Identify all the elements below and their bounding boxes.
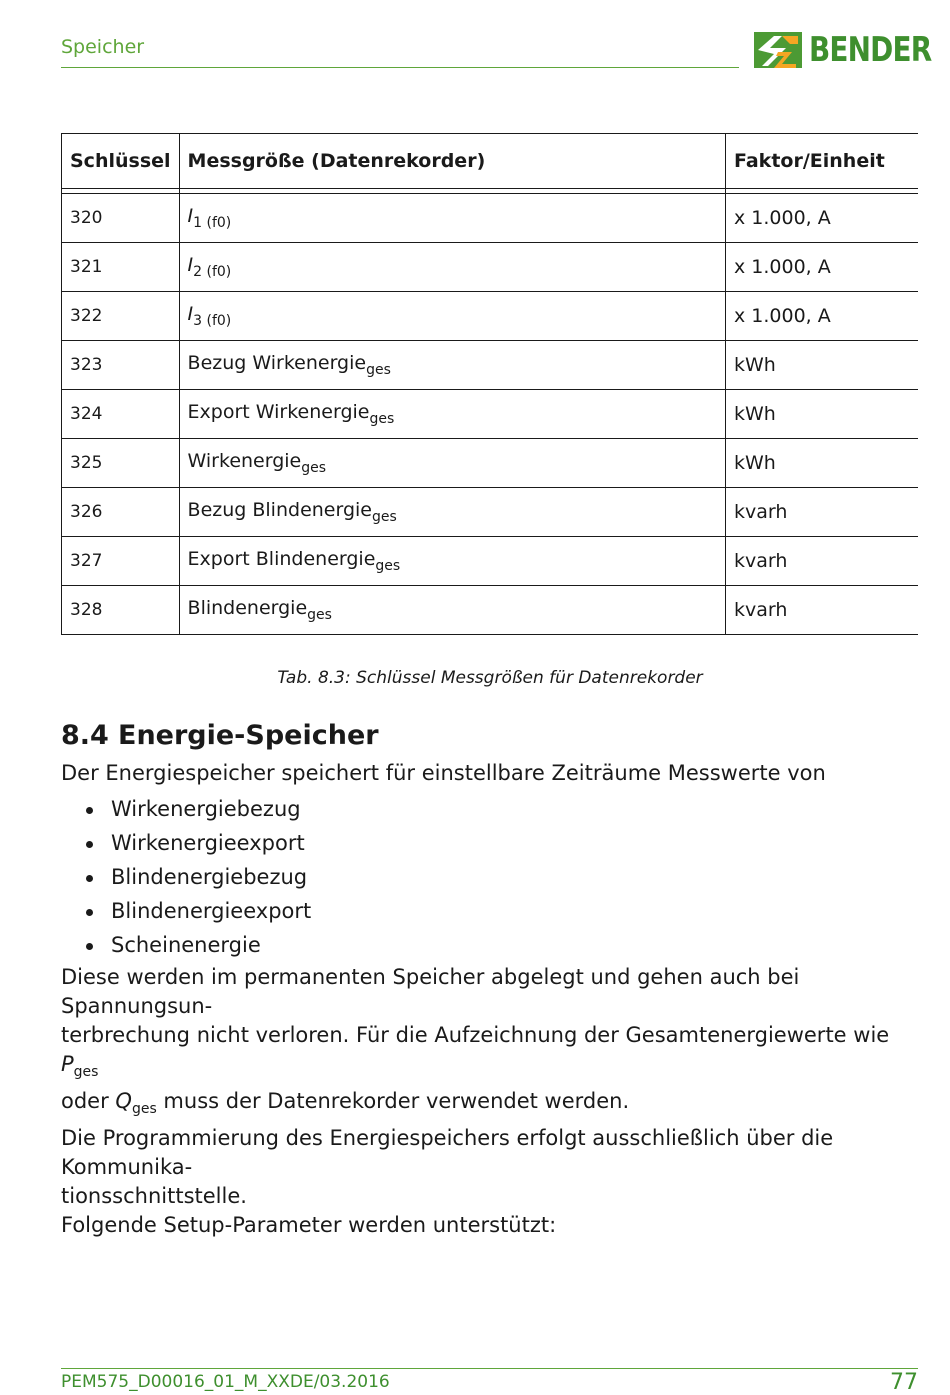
row-unit: kWh <box>726 341 919 390</box>
table-row <box>62 488 919 537</box>
list-item: Blindenergiebezug <box>61 860 311 894</box>
bullet-icon <box>86 943 93 950</box>
table-caption: Tab. 8.3: Schlüssel Messgrößen für Datenrekorder <box>277 668 703 688</box>
table-row <box>62 439 919 488</box>
row-quantity: Bezug Blindenergie$_{ges}$ <box>179 488 725 537</box>
row-quantity: $I_{2 (f0)}$ <box>179 243 725 292</box>
measurement-keys-table <box>61 133 918 635</box>
row-quantity: Export Wirkenergie$_{ges}$ <box>179 390 725 439</box>
row-unit: kvarh <box>726 586 919 635</box>
row-unit: x 1.000, A <box>726 194 919 243</box>
page-number: 77 <box>890 1370 918 1395</box>
row-key: 321 <box>62 243 180 292</box>
row-unit: kWh <box>726 390 919 439</box>
list-item: Wirkenergieexport <box>61 826 311 860</box>
row-quantity: Bezug Wirkenergie$_{ges}$ <box>179 341 725 390</box>
row-quantity: Blindenergie$_{ges}$ <box>179 586 725 635</box>
row-unit: kvarh <box>726 488 919 537</box>
section-number: 8.4 <box>61 720 109 751</box>
list-item: Scheinenergie <box>61 928 311 962</box>
row-key: 324 <box>62 390 180 439</box>
row-quantity: $I_{3 (f0)}$ <box>179 292 725 341</box>
table-row <box>62 243 919 292</box>
bullet-icon <box>86 807 93 814</box>
list-item: Wirkenergiebezug <box>61 792 311 826</box>
bender-logo <box>752 30 932 70</box>
paragraph-line: terbrechung nicht verloren. Für die Aufzeichnung der Gesamtenergiewerte wie $P_{ges}$ <box>61 1023 890 1081</box>
bender-logo-icon <box>752 30 804 70</box>
intro-text: Der Energiespeicher speichert für einstellbare Zeiträume Messwerte von <box>61 761 826 785</box>
row-unit: kWh <box>726 439 919 488</box>
footer-rule <box>61 1368 918 1369</box>
row-key: 325 <box>62 439 180 488</box>
bender-logo-text: BENDER <box>809 30 932 70</box>
paragraph-line: Folgende Setup-Parameter werden unterstützt: <box>61 1213 557 1238</box>
body-paragraph <box>61 963 919 1240</box>
row-key: 327 <box>62 537 180 586</box>
row-key: 320 <box>62 194 180 243</box>
table-row <box>62 341 919 390</box>
row-quantity: Export Blindenergie$_{ges}$ <box>179 537 725 586</box>
bullet-icon <box>86 841 93 848</box>
header-key: Schlüssel <box>62 134 180 189</box>
table-row <box>62 537 919 586</box>
table-row <box>62 292 919 341</box>
row-unit: kvarh <box>726 537 919 586</box>
row-quantity: $I_{1 (f0)}$ <box>179 194 725 243</box>
row-key: 322 <box>62 292 180 341</box>
row-unit: x 1.000, A <box>726 292 919 341</box>
list-item: Blindenergieexport <box>61 894 311 928</box>
footer-doc-id: PEM575_D00016_01_M_XXDE/03.2016 <box>61 1372 390 1392</box>
table-row <box>62 586 919 635</box>
row-key: 323 <box>62 341 180 390</box>
bullet-icon <box>86 909 93 916</box>
paragraph-line: Die Programmierung des Energiespeichers erfolgt ausschließlich über die Kommunika- <box>61 1126 834 1180</box>
row-key: 328 <box>62 586 180 635</box>
bullet-icon <box>86 875 93 882</box>
table-header-row <box>62 134 919 189</box>
paragraph-line: oder $Q_{ges}$ muss der Datenrekorder verwendet werden. <box>61 1089 630 1118</box>
row-unit: x 1.000, A <box>726 243 919 292</box>
table-row <box>62 194 919 243</box>
header-rule <box>61 67 739 68</box>
section-heading <box>61 720 379 751</box>
paragraph-line: tionsschnittstelle. <box>61 1184 247 1209</box>
paragraph-line: Diese werden im permanenten Speicher abgelegt und gehen auch bei Spannungsun- <box>61 965 800 1018</box>
row-quantity: Wirkenergie$_{ges}$ <box>179 439 725 488</box>
bullet-list <box>61 792 311 962</box>
section-title: Energie-Speicher <box>118 720 379 751</box>
table-row <box>62 390 919 439</box>
header-unit: Faktor/Einheit <box>726 134 919 189</box>
running-header-title: Speicher <box>61 36 145 58</box>
header-quantity: Messgröße (Datenrekorder) <box>179 134 725 189</box>
row-key: 326 <box>62 488 180 537</box>
